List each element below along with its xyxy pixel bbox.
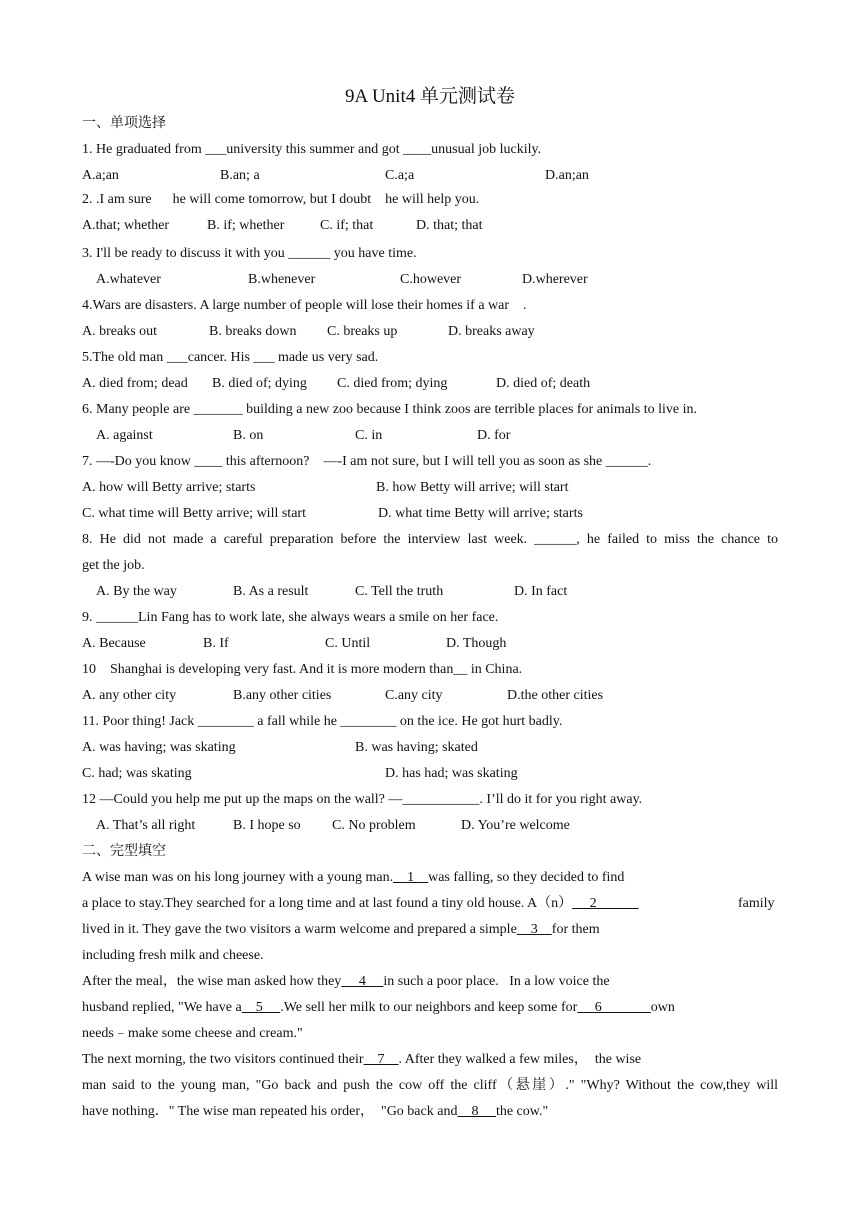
blank-5: 5 (241, 1000, 281, 1015)
question-7-option-c: C. what time will Betty arrive; will start (82, 506, 306, 521)
question-4-option-a: A. breaks out (82, 324, 158, 339)
cloze-text: was falling, so they decided to find (428, 870, 625, 885)
cloze-text: lived in it. They gave the two visitors a warm welcome and prepared a simple (82, 922, 517, 937)
question-2-option-c: C. if; that (320, 218, 374, 233)
cloze-text: the cow." (495, 1104, 549, 1119)
question-7-stem: 7. —-Do you know ____ this afternoon? —-I am not sure, but I will tell you as soon as she ______. (82, 454, 652, 469)
question-7-option-b: B. how Betty will arrive; will start (376, 480, 569, 495)
cloze-line-6 (82, 998, 675, 1018)
question-12-stem: 12 —Could you help me put up the maps on the wall? —___________. I’ll do it for you right away. (82, 792, 643, 807)
question-5-stem: 5.The old man ___cancer. His ___ made us very sad. (82, 350, 379, 365)
question-6-option-a: A. against (96, 428, 153, 443)
cloze-line-10 (82, 1102, 548, 1122)
question-6-option-c: C. in (355, 428, 383, 443)
question-10-option-c: C.any city (385, 688, 443, 703)
question-3-option-b: B.whenever (248, 272, 316, 287)
question-12-option-a: A. That’s all right (96, 818, 196, 833)
question-11-option-d: D. has had; was skating (385, 766, 518, 781)
question-9-stem: 9. ______Lin Fang has to work late, she always wears a smile on her face. (82, 610, 499, 625)
question-10-option-b: B.any other cities (233, 688, 332, 703)
question-11-option-b: B. was having; skated (355, 740, 478, 755)
question-11-option-a: A. was having; was skating (82, 740, 236, 755)
question-4-stem: 4.Wars are disasters. A large number of people will lose their homes if a war . (82, 298, 527, 313)
question-2-stem: 2. .I am sure he will come tomorrow, but I doubt he will help you. (82, 192, 480, 207)
question-1-option-c: C.a;a (385, 168, 415, 183)
question-8-option-a: A. By the way (96, 584, 177, 599)
question-8-stem-line-1: 8. He did not made a careful preparation before the interview last week. ______, he failed to miss the chance to (82, 532, 778, 547)
cloze-text: The next morning, the two visitors continued their (82, 1052, 364, 1067)
cloze-text: . After they walked a few miles， the wise (398, 1052, 642, 1067)
question-1-option-b: B.an; a (220, 168, 260, 183)
section-heading-cloze: 二、完型填空 (82, 844, 166, 859)
question-3-option-a: A.whatever (96, 272, 161, 287)
cloze-line-9: man said to the young man, "Go back and push the cow off the cliff（悬崖）." "Why? Without the cow,they will (82, 1078, 778, 1093)
cloze-line-3 (82, 920, 600, 940)
question-2-option-d: D. that; that (416, 218, 483, 233)
cloze-line-4: including fresh milk and cheese. (82, 948, 264, 963)
question-5-option-d: D. died of; death (496, 376, 591, 391)
question-8-option-d: D. In fact (514, 584, 568, 599)
question-12-option-c: C. No problem (332, 818, 416, 833)
question-11-stem: 11. Poor thing! Jack ________ a fall while he ________ on the ice. He got hurt badly. (82, 714, 563, 729)
question-2-option-a: A.that; whether (82, 218, 170, 233)
question-3-stem: 3. I'll be ready to discuss it with you ______ you have time. (82, 246, 417, 261)
question-10-option-d: D.the other cities (507, 688, 604, 703)
question-9-option-d: D. Though (446, 636, 507, 651)
section-heading-single-choice: 一、单项选择 (82, 116, 166, 131)
question-4-option-d: D. breaks away (448, 324, 535, 339)
question-1-option-d: D.an;an (545, 168, 589, 183)
question-7-option-d: D. what time Betty will arrive; starts (378, 506, 583, 521)
cloze-text: husband replied, "We have a (82, 1000, 242, 1015)
question-3-option-c: C.however (400, 272, 462, 287)
question-7-option-a: A. how will Betty arrive; starts (82, 480, 256, 495)
blank-2: 2 (572, 896, 639, 911)
cloze-text: in such a poor place. In a low voice the (383, 974, 610, 989)
cloze-text: own (650, 1000, 675, 1015)
question-6-option-d: D. for (477, 428, 511, 443)
question-12-option-d: D. You’re welcome (461, 818, 570, 833)
blank-4: 4 (341, 974, 384, 989)
question-6-stem: 6. Many people are _______ building a new zoo because I think zoos are terrible places for animals to live in. (82, 402, 698, 417)
cloze-line-7: needs﹣make some cheese and cream." (82, 1026, 303, 1041)
blank-3: 3 (516, 922, 552, 937)
question-12-option-b: B. I hope so (233, 818, 301, 833)
question-9-option-a: A. Because (82, 636, 146, 651)
question-8-stem-line-2: get the job. (82, 558, 145, 573)
cloze-line-8 (82, 1050, 641, 1070)
cloze-line-5 (82, 972, 610, 992)
question-10-option-a: A. any other city (82, 688, 177, 703)
cloze-text: for them (551, 922, 600, 937)
question-8-option-b: B. As a result (233, 584, 309, 599)
question-9-option-b: B. If (203, 636, 229, 651)
cloze-text: have nothing．" The wise man repeated his order， "Go back and (82, 1104, 458, 1119)
cloze-line-2 (82, 894, 639, 914)
cloze-text: a place to stay.They searched for a long time and at last found a tiny old house. A（n） (82, 896, 573, 911)
cloze-line-1 (82, 868, 624, 888)
question-10-stem: 10 Shanghai is developing very fast. And it is more modern than__ in China. (82, 662, 523, 677)
question-4-option-c: C. breaks up (327, 324, 398, 339)
question-5-option-a: A. died from; dead (82, 376, 188, 391)
question-8-option-c: C. Tell the truth (355, 584, 444, 599)
cloze-text: After the meal，the wise man asked how they (82, 974, 342, 989)
question-11-option-c: C. had; was skating (82, 766, 192, 781)
blank-8: 8 (457, 1104, 496, 1119)
question-4-option-b: B. breaks down (209, 324, 297, 339)
page-title: 9A Unit4 单元测试卷 (345, 86, 515, 107)
question-1-option-a: A.a;an (82, 168, 119, 183)
cloze-text: A wise man was on his long journey with a young man. (82, 870, 394, 885)
question-5-option-c: C. died from; dying (337, 376, 448, 391)
question-5-option-b: B. died of; dying (212, 376, 307, 391)
cloze-text: .We sell her milk to our neighbors and keep some for (280, 1000, 578, 1015)
blank-1: 1 (393, 870, 429, 885)
blank-6: 6 (577, 1000, 651, 1015)
question-3-option-d: D.wherever (522, 272, 588, 287)
blank-7: 7 (363, 1052, 399, 1067)
question-2-option-b: B. if; whether (207, 218, 285, 233)
cloze-line-2-end: family (738, 896, 775, 911)
question-9-option-c: C. Until (325, 636, 371, 651)
question-6-option-b: B. on (233, 428, 264, 443)
question-1-stem: 1. He graduated from ___university this summer and got ____unusual job luckily. (82, 142, 542, 157)
